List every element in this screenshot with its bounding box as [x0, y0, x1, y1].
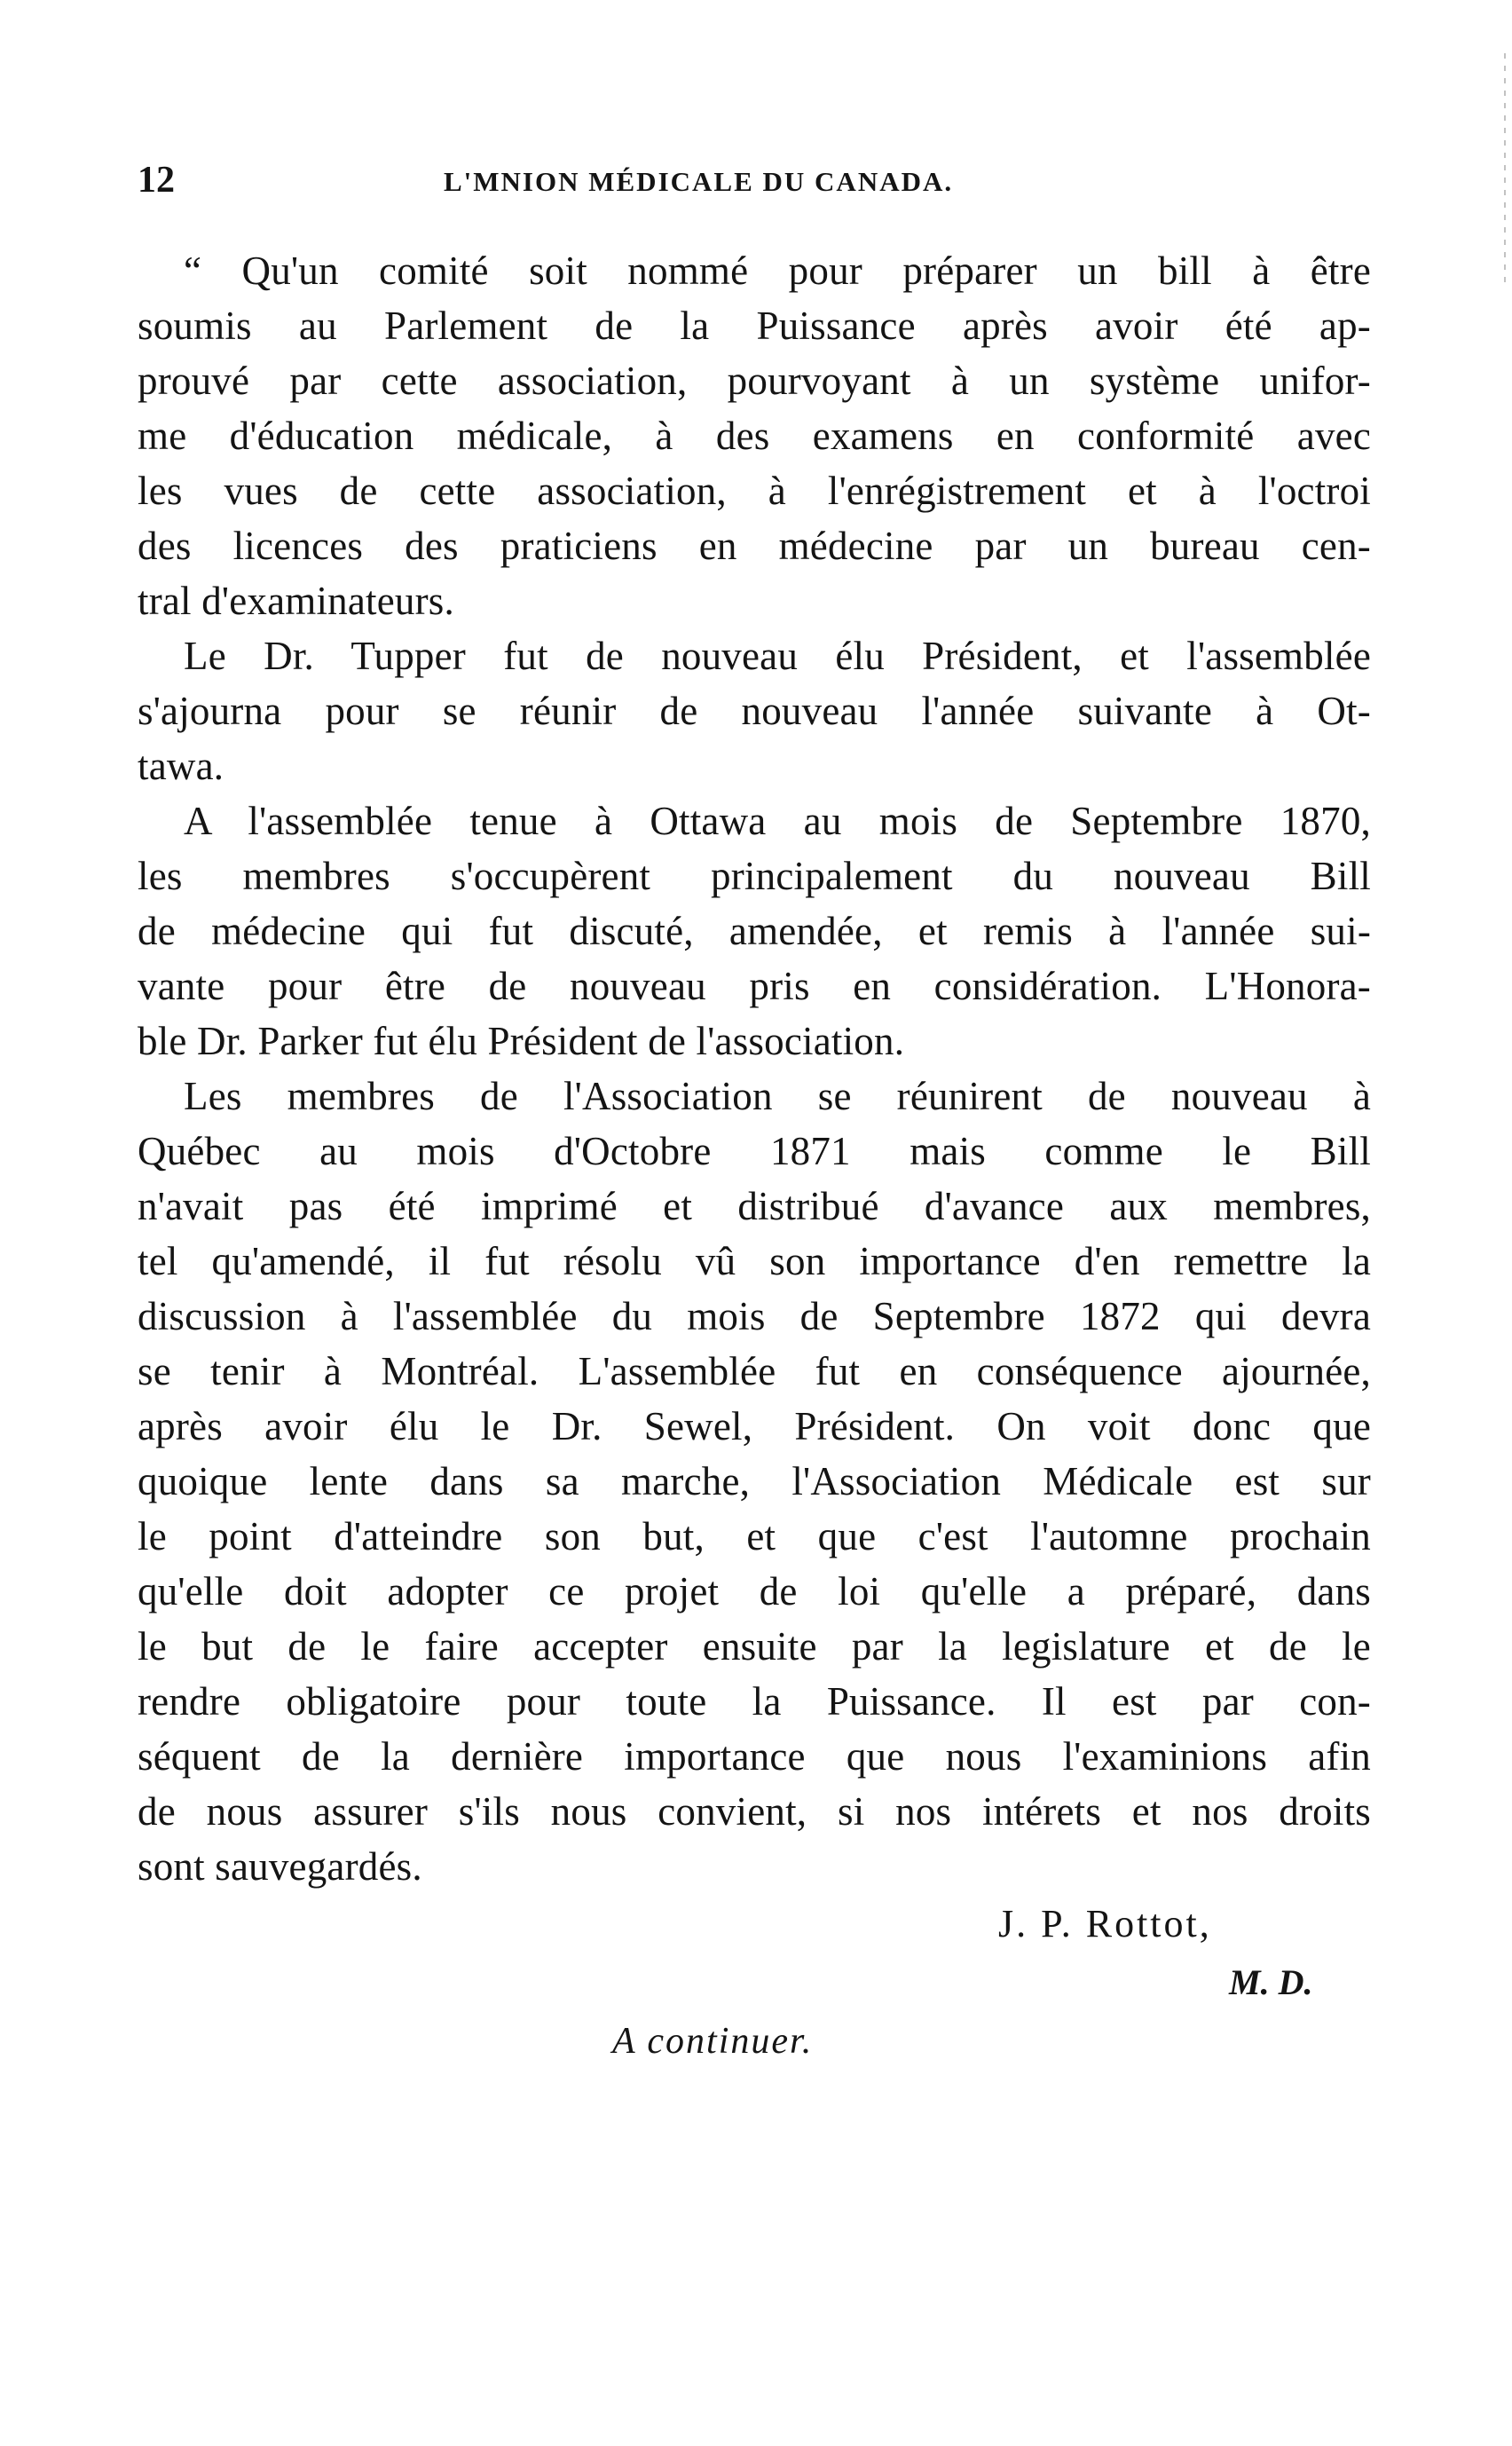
- text-line: sont sauvegardés.: [138, 1844, 422, 1889]
- page-number: 12: [138, 160, 175, 201]
- text-line: A l'assemblée tenue à Ottawa au mois de Septembre 1870,: [184, 799, 1371, 843]
- continuation-note: A continuer.: [612, 2021, 814, 2062]
- scan-edge-mark: [1504, 53, 1506, 284]
- body-text: [138, 243, 1371, 1894]
- running-title: L'MNION MÉDICALE DU CANADA.: [444, 166, 954, 197]
- text-line: me d'éducation médicale, à des examens en conformité avec: [138, 414, 1371, 458]
- text-line: les membres s'occupèrent principalement du nouveau Bill: [138, 854, 1371, 898]
- text-line: vante pour être de nouveau pris en considération. L'Honora-: [138, 964, 1371, 1008]
- text-line: quoique lente dans sa marche, l'Association Médicale est sur: [138, 1459, 1371, 1503]
- author-signature: J. P. Rottot,: [998, 1902, 1212, 1945]
- text-line: ble Dr. Parker fut élu Président de l'association.: [138, 1019, 905, 1063]
- text-line: tawa.: [138, 744, 224, 788]
- running-head: [138, 158, 1069, 202]
- text-line: discussion à l'assemblée du mois de Septembre 1872 qui devra: [138, 1294, 1371, 1338]
- text-line: des licences des praticiens en médecine par un bureau cen-: [138, 524, 1371, 568]
- text-line: n'avait pas été imprimé et distribué d'avance aux membres,: [138, 1184, 1371, 1228]
- text-line: Les membres de l'Association se réunirent de nouveau à: [184, 1074, 1371, 1118]
- text-line: qu'elle doit adopter ce projet de loi qu'elle a préparé, dans: [138, 1569, 1371, 1614]
- text-line: de médecine qui fut discuté, amendée, et remis à l'année sui-: [138, 909, 1371, 953]
- text-line: s'ajourna pour se réunir de nouveau l'année suivante à Ot-: [138, 689, 1371, 733]
- text-line: tral d'examinateurs.: [138, 579, 454, 623]
- text-line: “ Qu'un comité soit nommé pour préparer un bill à être: [184, 249, 1371, 293]
- text-line: séquent de la dernière importance que nous l'examinions afin: [138, 1734, 1371, 1779]
- text-line: les vues de cette association, à l'enrégistrement et à l'octroi: [138, 469, 1371, 513]
- text-line: prouvé par cette association, pourvoyant à un système unifor-: [138, 359, 1371, 403]
- author-title: M. D.: [1229, 1962, 1313, 2002]
- text-line: après avoir élu le Dr. Sewel, Président. On voit donc que: [138, 1404, 1371, 1448]
- text-line: se tenir à Montréal. L'assemblée fut en conséquence ajournée,: [138, 1349, 1371, 1393]
- text-line: tel qu'amendé, il fut résolu vû son importance d'en remettre la: [138, 1239, 1371, 1283]
- text-line: rendre obligatoire pour toute la Puissance. Il est par con-: [138, 1679, 1371, 1724]
- text-line: soumis au Parlement de la Puissance après avoir été ap-: [138, 304, 1371, 348]
- text-line: Le Dr. Tupper fut de nouveau élu Président, et l'assemblée: [184, 634, 1371, 678]
- text-line: le point d'atteindre son but, et que c'est l'automne prochain: [138, 1514, 1371, 1558]
- text-line: Québec au mois d'Octobre 1871 mais comme le Bill: [138, 1129, 1371, 1173]
- text-line: de nous assurer s'ils nous convient, si nos intérets et nos droits: [138, 1789, 1371, 1834]
- signature-block: [138, 1898, 1371, 2022]
- text-line: le but de le faire accepter ensuite par la legislature et de le: [138, 1624, 1371, 1669]
